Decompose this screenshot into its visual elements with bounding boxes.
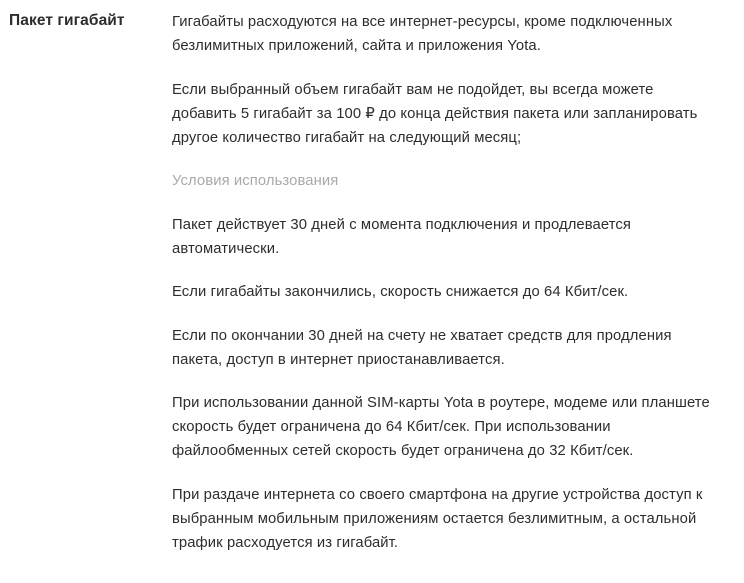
paragraph-insufficient-funds: Если по окончании 30 дней на счету не хватает средств для продления пакета, доступ в интернет приостанавливается.	[172, 327, 672, 368]
paragraph-tethering: При раздаче интернета со своего смартфона на другие устройства доступ к выбранным мобильным приложениям остается безлимитным, а остальной трафик расходуется из гигабайт.	[172, 486, 703, 551]
paragraph-gigabytes-usage: Гигабайты расходуются на все интернет-ресурсы, кроме подключенных безлимитных приложений, сайта и приложения Yota.	[172, 14, 673, 54]
section-title: Пакет гигабайт	[9, 12, 125, 29]
paragraph-sim-restrictions: При использовании данной SIM-карты Yota в роутере, модеме или планшете скорость будет ограничена до 64 Кбит/сек. При использовании файлообменных сетей скорость будет ограничена до 32 Кбит/сек.	[172, 395, 710, 459]
paragraph-speed-after-limit: Если гигабайты закончились, скорость снижается до 64 Кбит/сек.	[172, 284, 629, 300]
section-text-column	[172, 0, 717, 583]
paragraph-package-validity: Пакет действует 30 дней с момента подключения и продлевается автоматически.	[172, 216, 632, 257]
terms-of-use-subheading: Условия использования	[172, 173, 339, 189]
paragraph-add-gigabytes: Если выбранный объем гигабайт вам не подойдет, вы всегда можете добавить 5 гигабайт за 100 ₽ до конца действия пакета или запланировать другое количество гигабайт на следующий месяц;	[172, 81, 698, 146]
section-title-column	[0, 0, 172, 583]
